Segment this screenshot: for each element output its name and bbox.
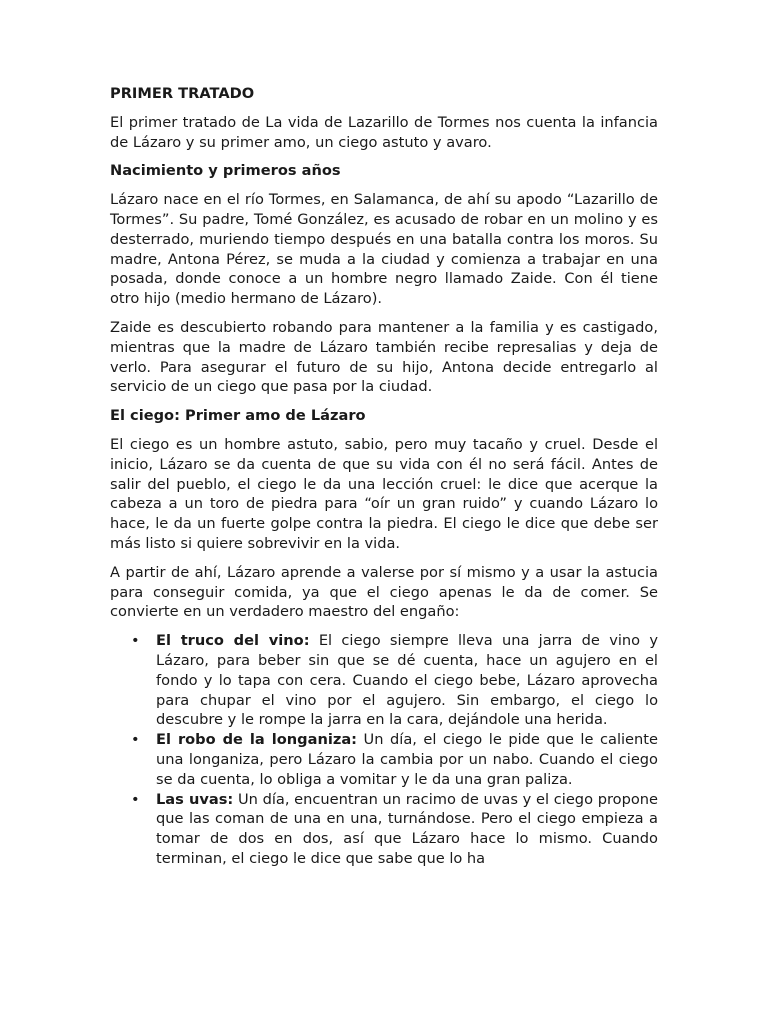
paragraph-birth-1: Lázaro nace en el río Tormes, en Salamanca, de ahí su apodo “Lazarillo de Tormes”. Su padre, Tomé González, es acusado de robar en un molino y es desterrado, muriendo tiempo después en una batalla contra los moros. Su madre, Antona Pérez, se muda a la ciudad y comienza a trabajar en una posada, donde conoce a un hombre negro llamado Zaide. Con él tiene otro hijo (medio hermano de Lázaro). — [110, 191, 658, 308]
list-item-text: Un día, encuentran un racimo de uvas y el ciego propone que las coman de una en una, turnándose. Pero el ciego empieza a tomar de dos en dos, así que Lázaro hace lo mismo. Cuando terminan, el ciego le dice que sabe que lo ha — [156, 790, 658, 867]
list-item-text: El ciego siempre lleva una jarra de vino y Lázaro, para beber sin que se dé cuenta, hace un agujero en el fondo y lo tapa con cera. Cuando el ciego bebe, Lázaro aprovecha para chupar el vino por el agujero. Sin embargo, el ciego lo descubre y le rompe la jarra en la cara, dejándole una herida. — [156, 632, 658, 729]
paragraph-blind-man-2: A partir de ahí, Lázaro aprende a valerse por sí mismo y a usar la astucia para conseguir comida, ya que el ciego apenas le da de comer. Se convierte en un verdadero maestro del engaño: — [110, 563, 658, 621]
paragraph-birth-2: Zaide es descubierto robando para mantener a la familia y es castigado, mientras que la madre de Lázaro también recibe represalias y deja de verlo. Para asegurar el futuro de su hijo, Antona decide entregarlo al servicio de un ciego que pasa por la ciudad. — [110, 318, 658, 396]
list-item — [110, 790, 658, 869]
document-body — [110, 84, 658, 869]
list-item — [110, 730, 658, 789]
section-heading-blind-man: El ciego: Primer amo de Lázaro — [110, 407, 366, 425]
bullet-icon: • — [131, 790, 140, 808]
document-title: PRIMER TRATADO — [110, 85, 255, 102]
list-item-label: El truco del vino: — [156, 632, 310, 650]
paragraph-blind-man-1: El ciego es un hombre astuto, sabio, pero muy tacaño y cruel. Desde el inicio, Lázaro se da cuenta de que su vida con él no será fácil. Antes de salir del pueblo, el ciego le da una lección cruel: le dice que acerque la cabeza a un toro de piedra para “oír un gran ruido” y cuando Lázaro lo hace, le da un fuerte golpe contra la piedra. El ciego le dice que debe ser más listo si quiere sobrevivir en la vida. — [110, 435, 658, 552]
bullet-icon: • — [131, 731, 140, 749]
list-item-label: El robo de la longaniza: — [156, 731, 358, 749]
intro-paragraph: El primer tratado de La vida de Lazarillo de Tormes nos cuenta la infancia de Lázaro y su primer amo, un ciego astuto y avaro. — [110, 113, 658, 151]
tricks-list — [110, 631, 658, 869]
list-item-label: Las uvas: — [156, 790, 234, 808]
list-item — [110, 631, 658, 730]
bullet-icon: • — [131, 632, 140, 650]
section-heading-birth: Nacimiento y primeros años — [110, 162, 341, 180]
list-item-text: Un día, el ciego le pide que le caliente una longaniza, pero Lázaro la cambia por un nabo. Cuando el ciego se da cuenta, lo obliga a vomitar y le da una gran paliza. — [156, 731, 658, 788]
